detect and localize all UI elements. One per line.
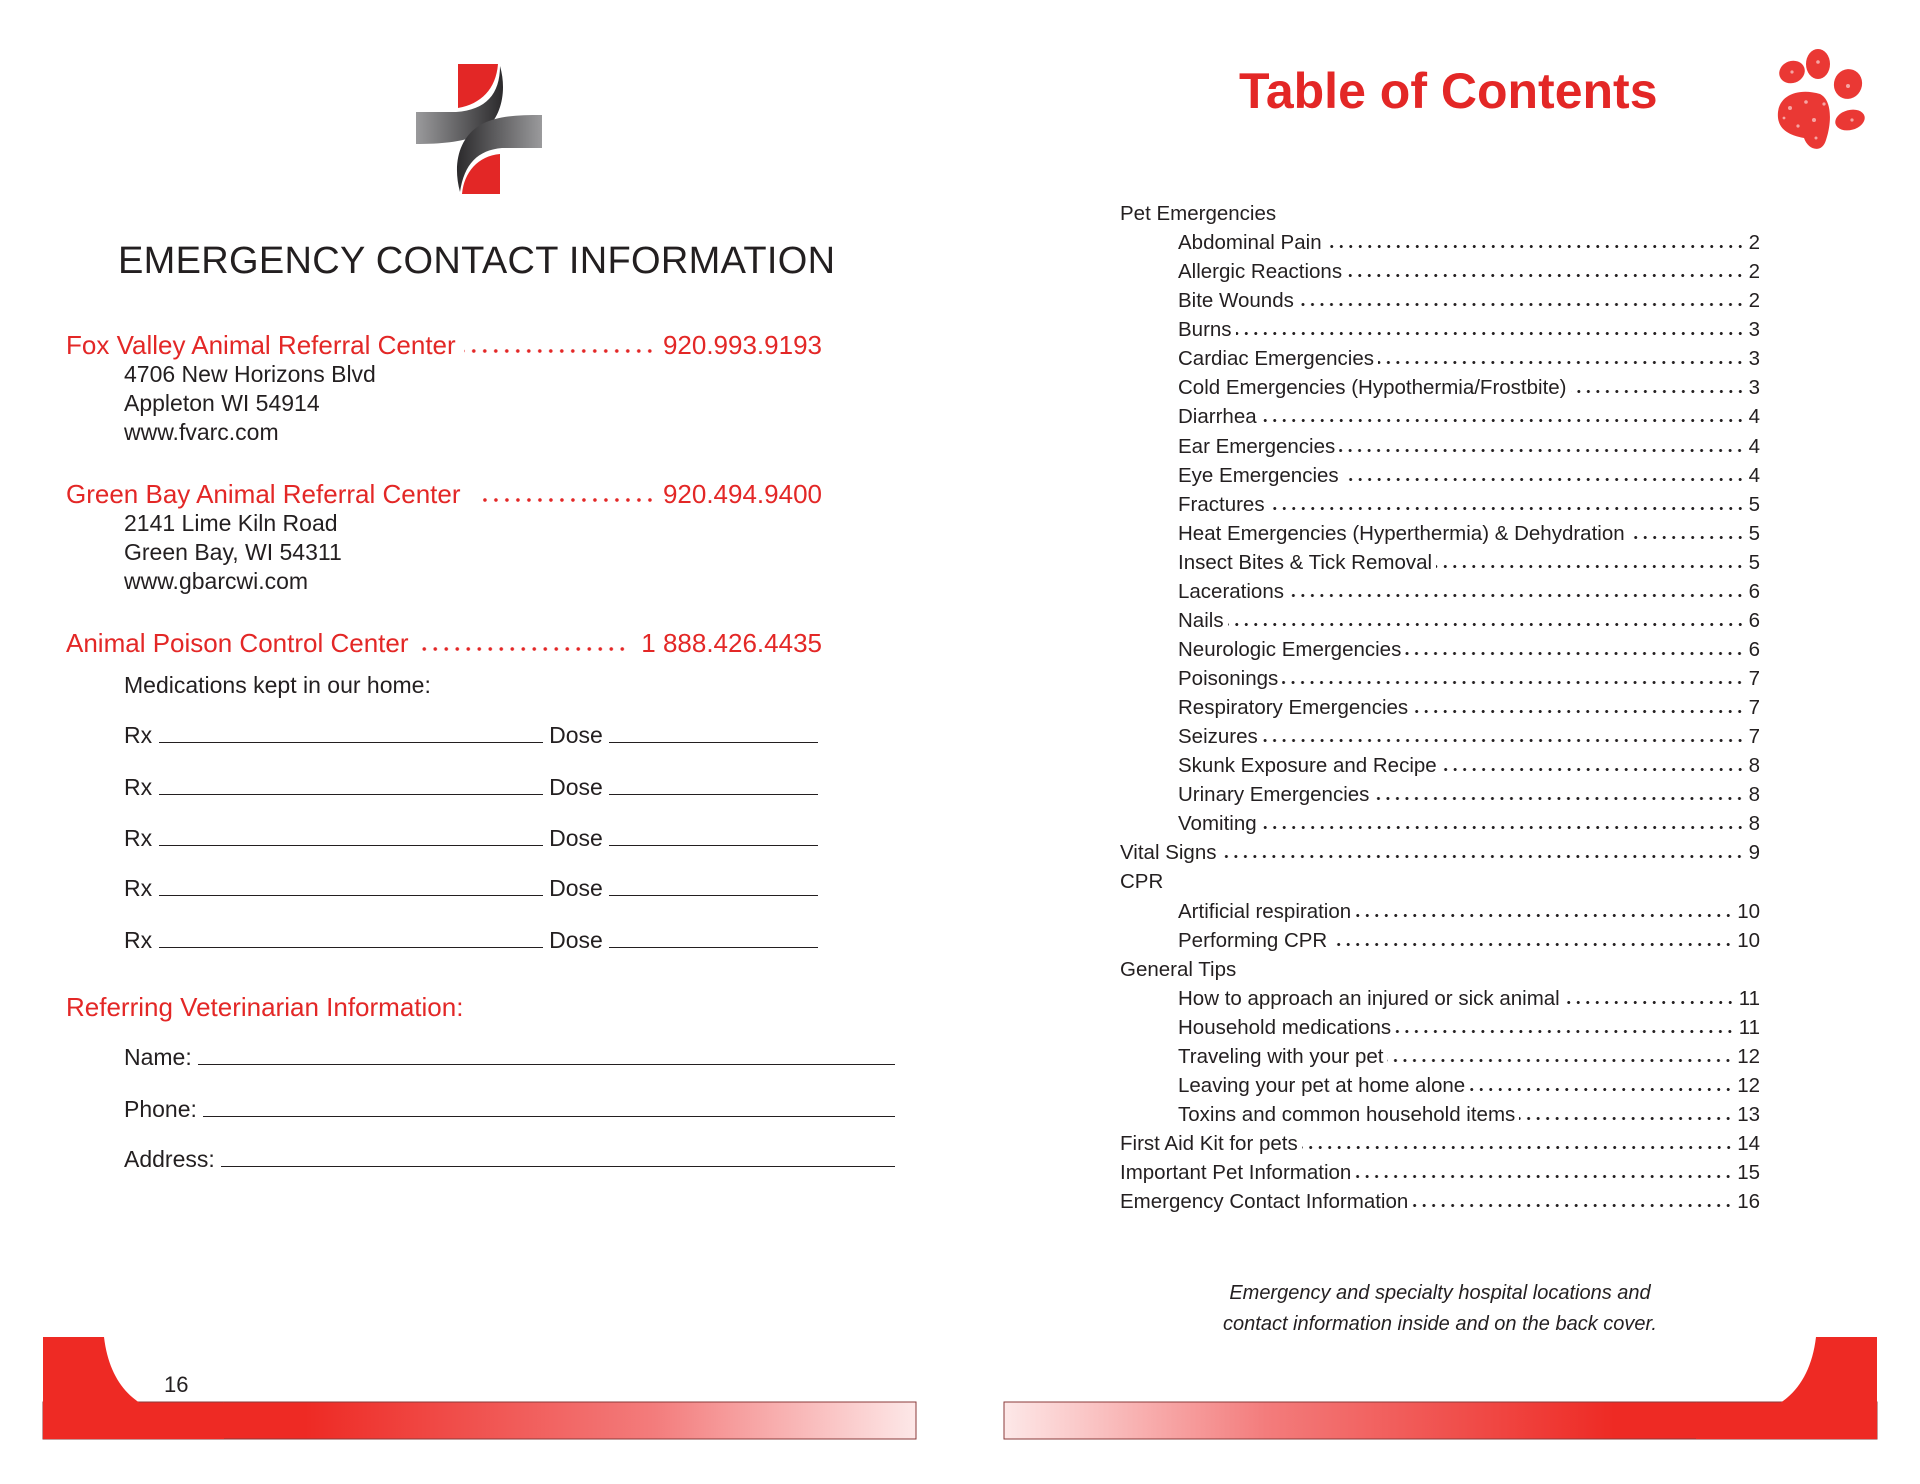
dot-leader: [1387, 1058, 1733, 1063]
toc-entry-label: Household medications: [1178, 1015, 1392, 1039]
toc-entry[interactable]: [1120, 751, 1760, 780]
phone-input-line[interactable]: [203, 1098, 895, 1117]
toc-entry-label: Diarrhea: [1178, 405, 1257, 429]
dot-leader: [417, 646, 628, 652]
toc-entry-page: 5: [1748, 550, 1760, 574]
toc-entry-page: 6: [1748, 608, 1760, 632]
toc-entry-label: Ear Emergencies: [1178, 434, 1336, 458]
contact-phone: 1 888.426.4435: [641, 628, 822, 658]
toc-entry-label: Vital Signs: [1120, 841, 1217, 865]
toc-entry[interactable]: [1120, 1071, 1760, 1100]
rx-label: Rx: [124, 875, 153, 901]
toc-entry-page: 8: [1748, 783, 1760, 807]
rx-label: Rx: [124, 774, 153, 800]
toc-entry-page: 8: [1748, 812, 1760, 836]
rx-input-line[interactable]: [159, 877, 543, 896]
rx-input-line[interactable]: [159, 724, 543, 743]
contact-green-bay: [66, 479, 822, 596]
toc-entry-label: Allergic Reactions: [1178, 260, 1343, 284]
toc-entry[interactable]: [1120, 490, 1760, 519]
contact-phone: 920.494.9400: [662, 479, 822, 509]
dot-leader: [1519, 1116, 1733, 1121]
dot-leader: [1282, 680, 1744, 685]
toc-title: Table of Contents: [1239, 63, 1658, 119]
website: www.gbarcwi.com: [124, 568, 309, 594]
toc-entry-page: 13: [1737, 1102, 1760, 1126]
toc-entry[interactable]: [1120, 577, 1760, 606]
toc-entry[interactable]: [1120, 722, 1760, 751]
toc-entry[interactable]: [1120, 780, 1760, 809]
toc-entry[interactable]: [1120, 548, 1760, 577]
contact-name: Animal Poison Control Center: [66, 628, 409, 658]
toc-entry-label: How to approach an injured or sick animal: [1178, 986, 1560, 1010]
toc-entry-label: Traveling with your pet: [1178, 1044, 1384, 1068]
toc-entry[interactable]: [1120, 1158, 1760, 1187]
dose-label: Dose: [549, 722, 603, 748]
toc-entry[interactable]: [1120, 984, 1760, 1013]
toc-entry-label: Toxins and common household items: [1178, 1102, 1516, 1126]
contact-phone: 920.993.9193: [662, 330, 822, 360]
toc-entry-label: Cardiac Emergencies: [1178, 347, 1374, 371]
dot-leader: [1262, 738, 1745, 743]
toc-entry-page: 10: [1737, 928, 1760, 952]
dot-leader: [1346, 273, 1745, 278]
vet-name-field[interactable]: [124, 1044, 895, 1074]
dot-leader: [1355, 913, 1733, 918]
dot-leader: [1436, 564, 1745, 569]
toc-entry[interactable]: [1120, 1100, 1760, 1129]
toc-entry[interactable]: [1120, 635, 1760, 664]
rx-input-line[interactable]: [159, 827, 543, 846]
dose-input-line[interactable]: [609, 776, 818, 795]
toc-entry-page: 4: [1748, 463, 1760, 487]
website: www.fvarc.com: [124, 419, 279, 445]
toc-entry-page: 7: [1748, 725, 1760, 749]
dot-leader: [1395, 1029, 1735, 1034]
dot-leader: [1261, 418, 1745, 423]
contact-fox-valley: [66, 330, 822, 447]
dot-leader: [1441, 767, 1745, 772]
dot-leader: [1288, 593, 1745, 598]
dot-leader: [1236, 331, 1745, 336]
toc-entry[interactable]: [1120, 867, 1760, 896]
toc-entry-label: Eye Emergencies: [1178, 463, 1339, 487]
toc-entry-label: Respiratory Emergencies: [1178, 696, 1409, 720]
toc-entry-label: General Tips: [1120, 957, 1237, 981]
toc-entry-label: Insect Bites & Tick Removal: [1178, 550, 1433, 574]
toc-entry-label: Nails: [1178, 608, 1224, 632]
toc-entry[interactable]: [1120, 228, 1760, 257]
toc-entry-label: Seizures: [1178, 725, 1258, 749]
toc-entry[interactable]: [1120, 838, 1760, 867]
toc-entry[interactable]: [1120, 519, 1760, 548]
dot-leader: [1326, 244, 1745, 249]
toc-entry-page: 16: [1737, 1190, 1760, 1214]
page-heading: EMERGENCY CONTACT INFORMATION: [118, 240, 836, 282]
toc-entry-page: 7: [1748, 696, 1760, 720]
name-input-line[interactable]: [198, 1046, 895, 1065]
toc-entry-page: 15: [1737, 1161, 1760, 1185]
phone-label: Phone:: [124, 1096, 197, 1122]
dot-leader: [1331, 942, 1733, 947]
toc-entry-label: Abdominal Pain: [1178, 231, 1322, 255]
address-input-line[interactable]: [221, 1148, 895, 1167]
contact-poison-control: [66, 628, 822, 658]
toc-entry-page: 4: [1748, 434, 1760, 458]
toc-entry-label: CPR: [1120, 870, 1164, 894]
dot-leader: [1629, 535, 1745, 540]
page-number: 16: [164, 1372, 189, 1397]
toc-entry-page: 2: [1748, 260, 1760, 284]
dot-leader: [1412, 709, 1744, 714]
dot-leader: [1373, 796, 1744, 801]
dot-leader: [1564, 1000, 1735, 1005]
toc-entry-page: 8: [1748, 754, 1760, 778]
toc-entry-page: 2: [1748, 289, 1760, 313]
dot-leader: [1355, 1174, 1733, 1179]
toc-entry-page: 7: [1748, 667, 1760, 690]
toc-entry-label: Important Pet Information: [1120, 1161, 1352, 1185]
address-line: 2141 Lime Kiln Road: [124, 510, 338, 536]
toc-entry[interactable]: [1120, 402, 1760, 431]
medical-cross-logo: [416, 64, 542, 194]
toc-entry-label: Skunk Exposure and Recipe: [1178, 754, 1437, 778]
dot-leader: [1339, 448, 1744, 453]
toc-entry[interactable]: [1120, 373, 1760, 402]
toc-entry-page: 3: [1748, 347, 1760, 371]
dot-leader: [1343, 477, 1745, 482]
toc-entry[interactable]: [1120, 809, 1760, 838]
paw-print-icon: [1770, 42, 1880, 152]
dot-leader: [1405, 651, 1744, 656]
toc-entry[interactable]: [1120, 1129, 1760, 1158]
toc-entry-label: Heat Emergencies (Hyperthermia) & Dehydration: [1178, 521, 1625, 545]
address-line: Appleton WI 54914: [124, 390, 320, 416]
toc-entry-label: Urinary Emergencies: [1178, 783, 1370, 807]
toc-entry[interactable]: [1120, 1013, 1760, 1042]
dose-input-line[interactable]: [609, 929, 818, 948]
note-line: contact information inside and on the back cover.: [1223, 1313, 1657, 1335]
dot-leader: [464, 348, 655, 354]
toc-entry[interactable]: [1120, 1187, 1760, 1216]
contact-name: Green Bay Animal Referral Center: [66, 479, 461, 509]
toc-entry-page: 11: [1738, 986, 1760, 1010]
dose-input-line[interactable]: [609, 877, 818, 896]
dose-input-line[interactable]: [609, 827, 818, 846]
medication-row[interactable]: [124, 825, 818, 855]
toc-entry-label: Vomiting: [1178, 812, 1257, 836]
referring-vet-title: Referring Veterinarian Information:: [66, 992, 464, 1022]
medication-row[interactable]: [124, 927, 818, 957]
toc-entry-page: 12: [1737, 1073, 1760, 1097]
toc-entry[interactable]: [1120, 693, 1760, 722]
dose-label: Dose: [549, 825, 603, 851]
dot-leader: [1412, 1203, 1733, 1208]
toc-entry-page: 3: [1748, 376, 1760, 400]
toc-entry-page: 12: [1737, 1044, 1760, 1068]
table-of-contents: [1120, 199, 1760, 1216]
contact-name: Fox Valley Animal Referral Center: [66, 330, 456, 360]
toc-entry-page: 4: [1748, 405, 1760, 429]
toc-entry-label: Neurologic Emergencies: [1178, 637, 1402, 661]
address-line: 4706 New Horizons Blvd: [124, 361, 376, 387]
rx-label: Rx: [124, 927, 153, 953]
toc-entry[interactable]: [1120, 286, 1760, 315]
toc-entry[interactable]: [1120, 955, 1760, 984]
rx-input-line[interactable]: [159, 776, 543, 795]
toc-entry-label: First Aid Kit for pets: [1120, 1132, 1298, 1155]
toc-entry-label: Pet Emergencies: [1120, 202, 1277, 225]
medication-row[interactable]: [124, 774, 818, 804]
toc-entry[interactable]: [1120, 664, 1760, 693]
toc-entry-page: 5: [1748, 492, 1760, 516]
toc-entry-page: 9: [1748, 841, 1760, 865]
toc-entry-label: Fractures: [1178, 492, 1265, 516]
medication-row[interactable]: [124, 722, 818, 752]
toc-entry-page: 6: [1748, 579, 1760, 603]
medications-label: Medications kept in our home:: [124, 672, 431, 698]
dot-leader: [483, 497, 655, 503]
toc-entry-label: Bite Wounds: [1178, 289, 1294, 313]
medication-row[interactable]: [124, 875, 818, 905]
toc-entry[interactable]: [1120, 199, 1760, 228]
toc-entry-page: 6: [1748, 637, 1760, 661]
toc-entry[interactable]: [1120, 315, 1760, 344]
toc-entry-label: Cold Emergencies (Hypothermia/Frostbite): [1178, 376, 1567, 400]
toc-entry-page: 14: [1737, 1132, 1760, 1155]
toc-entry-page: 3: [1748, 318, 1760, 342]
back-cover-note: [1140, 1278, 1740, 1340]
toc-entry-label: Lacerations: [1178, 579, 1284, 603]
toc-entry-page: 10: [1737, 899, 1760, 923]
dot-leader: [1220, 854, 1744, 859]
note-line: Emergency and specialty hospital locations and: [1229, 1282, 1651, 1304]
vet-address-field[interactable]: [124, 1146, 895, 1176]
rx-input-line[interactable]: [159, 929, 543, 948]
address-label: Address:: [124, 1146, 215, 1172]
dot-leader: [1269, 506, 1745, 511]
toc-entry[interactable]: [1120, 344, 1760, 373]
toc-entry[interactable]: [1120, 606, 1760, 635]
dot-leader: [1378, 360, 1745, 365]
toc-entry-page: 5: [1748, 521, 1760, 545]
toc-entry-label: Burns: [1178, 318, 1232, 342]
dot-leader: [1302, 1145, 1733, 1150]
name-label: Name:: [124, 1044, 192, 1070]
toc-entry[interactable]: [1120, 257, 1760, 286]
rx-label: Rx: [124, 722, 153, 748]
rx-label: Rx: [124, 825, 153, 851]
toc-entry-page: 2: [1748, 231, 1760, 255]
vet-phone-field[interactable]: [124, 1096, 895, 1126]
toc-entry-label: Leaving your pet at home alone: [1178, 1073, 1466, 1097]
toc-entry-label: Performing CPR: [1178, 928, 1328, 952]
toc-entry-label: Poisonings: [1178, 667, 1279, 690]
toc-entry[interactable]: [1120, 1042, 1760, 1071]
dose-label: Dose: [549, 875, 603, 901]
toc-entry[interactable]: [1120, 461, 1760, 490]
dot-leader: [1469, 1087, 1733, 1092]
toc-entry[interactable]: [1120, 897, 1760, 926]
toc-entry-label: Emergency Contact Information: [1120, 1190, 1409, 1214]
dose-label: Dose: [549, 774, 603, 800]
dose-label: Dose: [549, 927, 603, 953]
dot-leader: [1571, 389, 1745, 394]
toc-entry[interactable]: [1120, 926, 1760, 955]
dot-leader: [1228, 622, 1745, 627]
dot-leader: [1298, 302, 1745, 307]
toc-entry[interactable]: [1120, 432, 1760, 461]
toc-entry-page: 11: [1738, 1015, 1760, 1039]
right-footer-bar: [1004, 1337, 1877, 1439]
dose-input-line[interactable]: [609, 724, 818, 743]
address-line: Green Bay, WI 54311: [124, 539, 342, 565]
toc-entry-label: Artificial respiration: [1178, 899, 1352, 923]
dot-leader: [1261, 825, 1745, 830]
